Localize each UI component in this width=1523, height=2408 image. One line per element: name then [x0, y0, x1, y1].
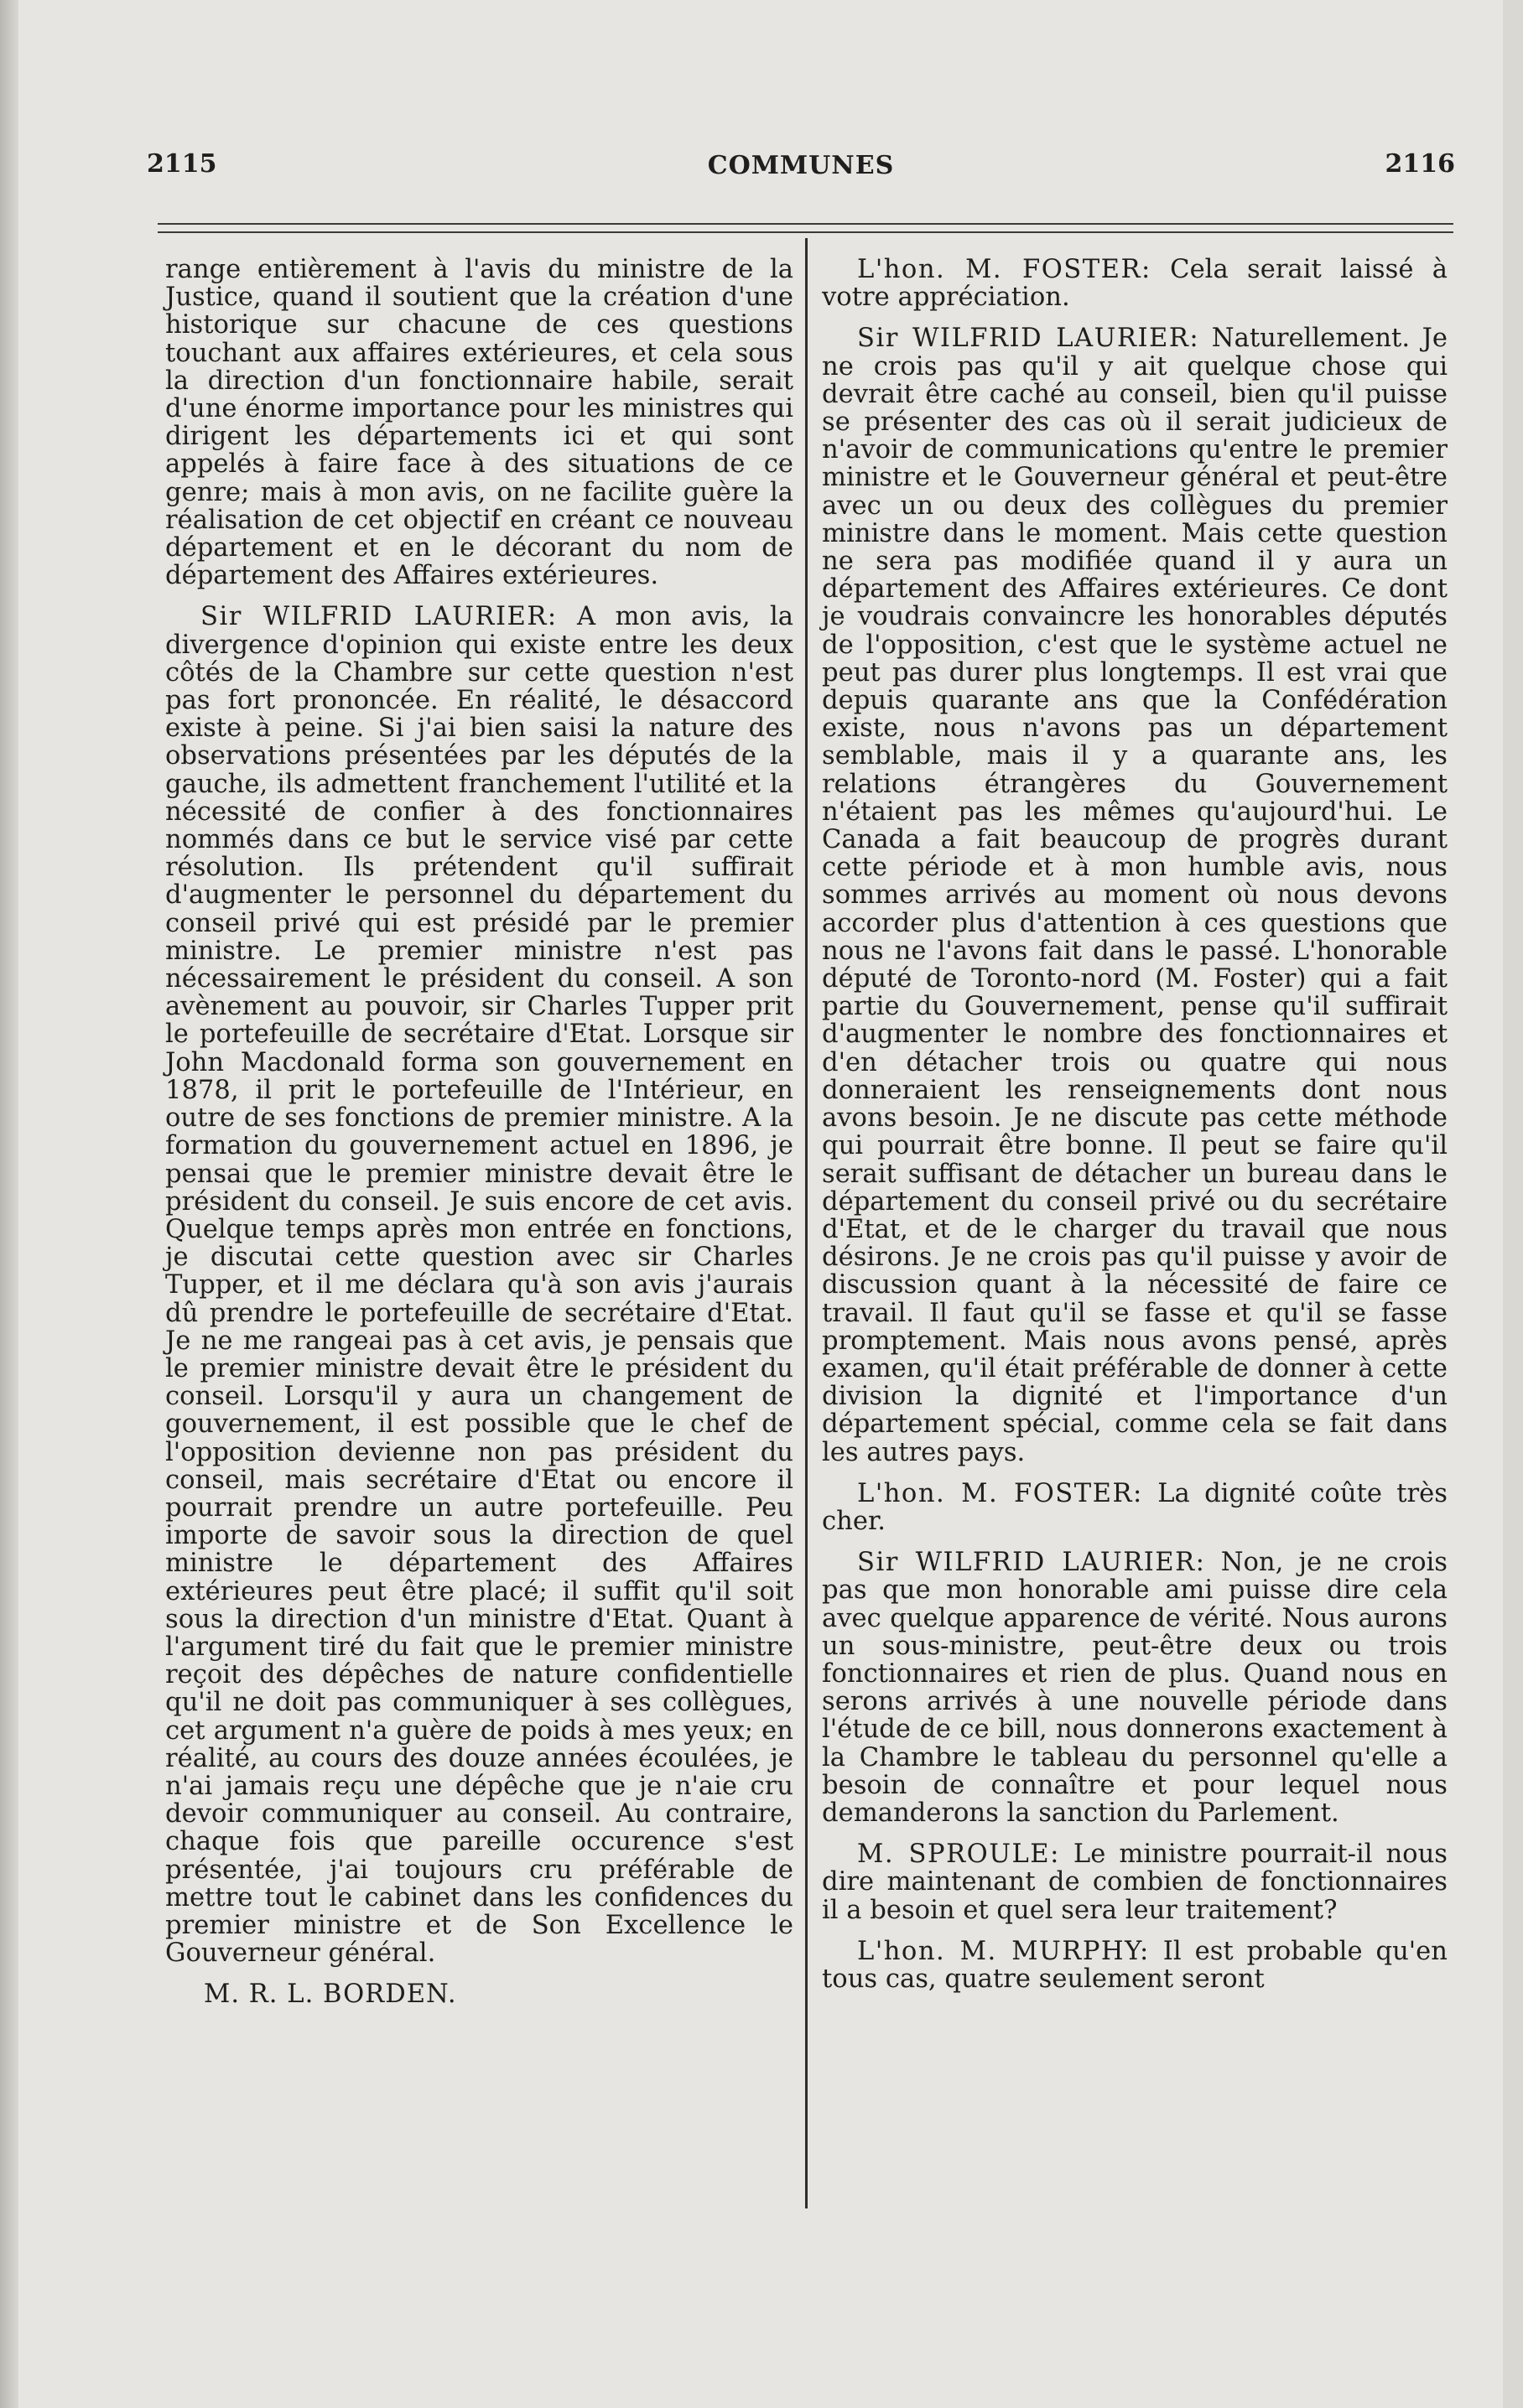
speech-text: Naturellement. Je ne crois pas qu'il y ait quelque chose qui devrait être caché au conseil, bien qu'il puisse se présenter des cas où il serait judicieux de n'avoir de communications qu'entre le premier ministre et le Gouverneur général et peut-être avec un ou deux des collègues du premier ministre dans le moment. Mais cette question ne sera pas modifiée quand il y aura un département des Affaires extérieures. Ce dont je voudrais convaincre les honorables députés de l'opposition, c'est que le système actuel ne peut pas durer plus longtemps. Il est vrai que depuis quarante ans que la Confédération existe, nous n'avons pas un département semblable, mais il y a quarante ans, les relations étrangères du Gouvernement n'étaient pas les mêmes qu'aujourd'hui. Le Canada a fait beaucoup de progrès durant cette période et à mon humble avis, nous sommes arrivés au moment où nous devons accorder plus d'attention à ces questions que nous ne l'avons fait dans le passé. L'honorable député de Toronto-nord (M. Foster) qui a fait partie du Gouvernement, pense qu'il suffirait d'augmenter le nombre des fonctionnaires et d'en détacher trois ou quatre qui nous donneraient les renseignements dont nous avons besoin. Je ne discute pas cette méthode qui pourrait être bonne. Il peut se faire qu'il serait suffisant de détacher un bureau dans le département du conseil privé ou du secrétaire d'Etat, et de le charger du travail que nous désirons. Je ne crois pas qu'il puisse y avoir de discussion quant à la nécessité de faire ce travail. Il faut qu'il se fasse et qu'il se fasse promptement. Mais nous avons pensé, après examen, qu'il était préférable de donner à cette division la dignité et l'importance d'un département spécial, comme cela se fait dans les autres pays. [822, 324, 1448, 1467]
page-number-right: 2116 [1385, 149, 1455, 179]
speech-text: La dignité coûte très cher. [822, 1478, 1448, 1536]
running-title: COMMUNES [707, 151, 895, 180]
speech-text: A mon avis, la divergence d'opinion qui existe entre les deux côtés de la Chambre sur cette question n'est pas fort prononcée. En réalité, le désaccord existe à peine. Si j'ai bien saisi la nature des observations présentées par les députés de la gauche, ils admettent franchement l'utilité et la nécessité de confier à des fonctionnaires nommés dans ce but le service visé par cette résolution. Ils prétendent qu'il suffirait d'augmenter le personnel du département du conseil privé qui est présidé par le premier ministre. Le premier ministre n'est pas nécessairement le président du conseil. A son avènement au pouvoir, sir Charles Tupper prit le portefeuille de secrétaire d'Etat. Lorsque sir John Macdonald forma son gouvernement en 1878, il prit le portefeuille de l'Intérieur, en outre de ses fonctions de premier ministre. A la formation du gouvernement actuel en 1896, je pensai que le premier ministre devait être le président du conseil. Je suis encore de cet avis. Quelque temps après mon entrée en fonctions, je discutai cette question avec sir Charles Tupper, et il me déclara qu'à son avis j'aurais dû prendre le portefeuille de secrétaire d'Etat. Je ne me rangeai pas à cet avis, je pensais que le premier ministre devait être le président du conseil. Lorsqu'il y aura un changement de gouvernement, il est possible que le chef de l'opposition devienne non pas président du conseil, mais secrétaire d'Etat ou encore il pourrait prendre un autre portefeuille. Peu importe de savoir sous la direction de quel ministre le département des Affaires extérieures peut être placé; il suffit qu'il soit sous la direction d'un ministre d'Etat. Quant à l'argument tiré du fait que le premier ministre reçoit des dépêches de nature confidentielle qu'il ne doit pas communiquer à ses collègues, cet argument n'a guère de poids à mes yeux; en réalité, au cours des douze années écoulées, je n'ai jamais reçu une dépêche que je n'aie cru devoir communiquer au conseil. Au contraire, chaque fois que pareille occurence s'est présentée, j'ai toujours cru préférable de mettre tout le cabinet dans les confidences du premier ministre et de Son Excellence le Gouverneur général. [165, 602, 794, 1969]
speaker-name: Sir WILFRID LAURIER: [200, 602, 558, 632]
page-header [147, 149, 1455, 191]
speaker-name: L'hon. M. MURPHY: [857, 1936, 1150, 1966]
paragraph [822, 256, 1448, 311]
speaker-name: M. SPROULE: [857, 1840, 1060, 1870]
speaker-name: L'hon. M. FOSTER: [857, 255, 1151, 284]
paragraph [165, 603, 793, 1967]
speech-text: Il est probable qu'en tous cas, quatre seulement seront [822, 1936, 1448, 1994]
speech-text: Cela serait laissé à votre appréciation. [822, 255, 1448, 313]
page-number-left: 2115 [147, 149, 217, 179]
speaker-name: M. R. L. BORDEN. [204, 1980, 457, 2010]
right-column [822, 256, 1448, 2006]
speech-text: Non, je ne crois pas que mon honorable ami puisse dire cela avec quelque apparence de vérité. Nous aurons un sous-ministre, peut-être deux ou trois fonctionnaires et rien de plus. Quand nous en serons arrivés à une nouvelle période dans l'étude de ce bill, nous donnerons exactement à la Chambre le tableau du personnel qu'elle a besoin de connaître et pour lequel nous demanderons la sanction du Parlement. [822, 1548, 1448, 1828]
paragraph [822, 1480, 1448, 1535]
left-column [165, 256, 793, 2022]
paragraph [822, 1840, 1448, 1924]
header-rule-bottom [158, 231, 1453, 233]
speaker-name: Sir WILFRID LAURIER: [857, 324, 1200, 354]
speaker-name: L'hon. M. FOSTER: [857, 1478, 1143, 1508]
paragraph [822, 1938, 1448, 1993]
paragraph: range entièrement à l'avis du ministre de la Justice, quand il soutient que la création d'une historique sur chacune de ces questions touchant aux affaires extérieures, et cela sous la direction d'un fonctionnaire habile, serait d'une énorme importance pour les ministres qui dirigent les départements ici et qui sont appelés à faire face à des situations de ce genre; mais à mon avis, on ne facilite guère la réalisation de cet objectif en créant ce nouveau département et en le décorant du nom de département des Affaires extérieures. [165, 255, 793, 591]
paragraph [822, 324, 1448, 1466]
speech-text: Le ministre pourrait-il nous dire maintenant de combien de fonctionnaires il a besoin et quel sera leur traitement? [822, 1840, 1448, 1925]
paragraph [822, 1549, 1448, 1827]
page-edge-shadow [0, 0, 18, 2408]
speaker-name: Sir WILFRID LAURIER: [857, 1548, 1206, 1578]
header-rule-top [158, 223, 1453, 225]
column-divider [805, 238, 808, 2208]
